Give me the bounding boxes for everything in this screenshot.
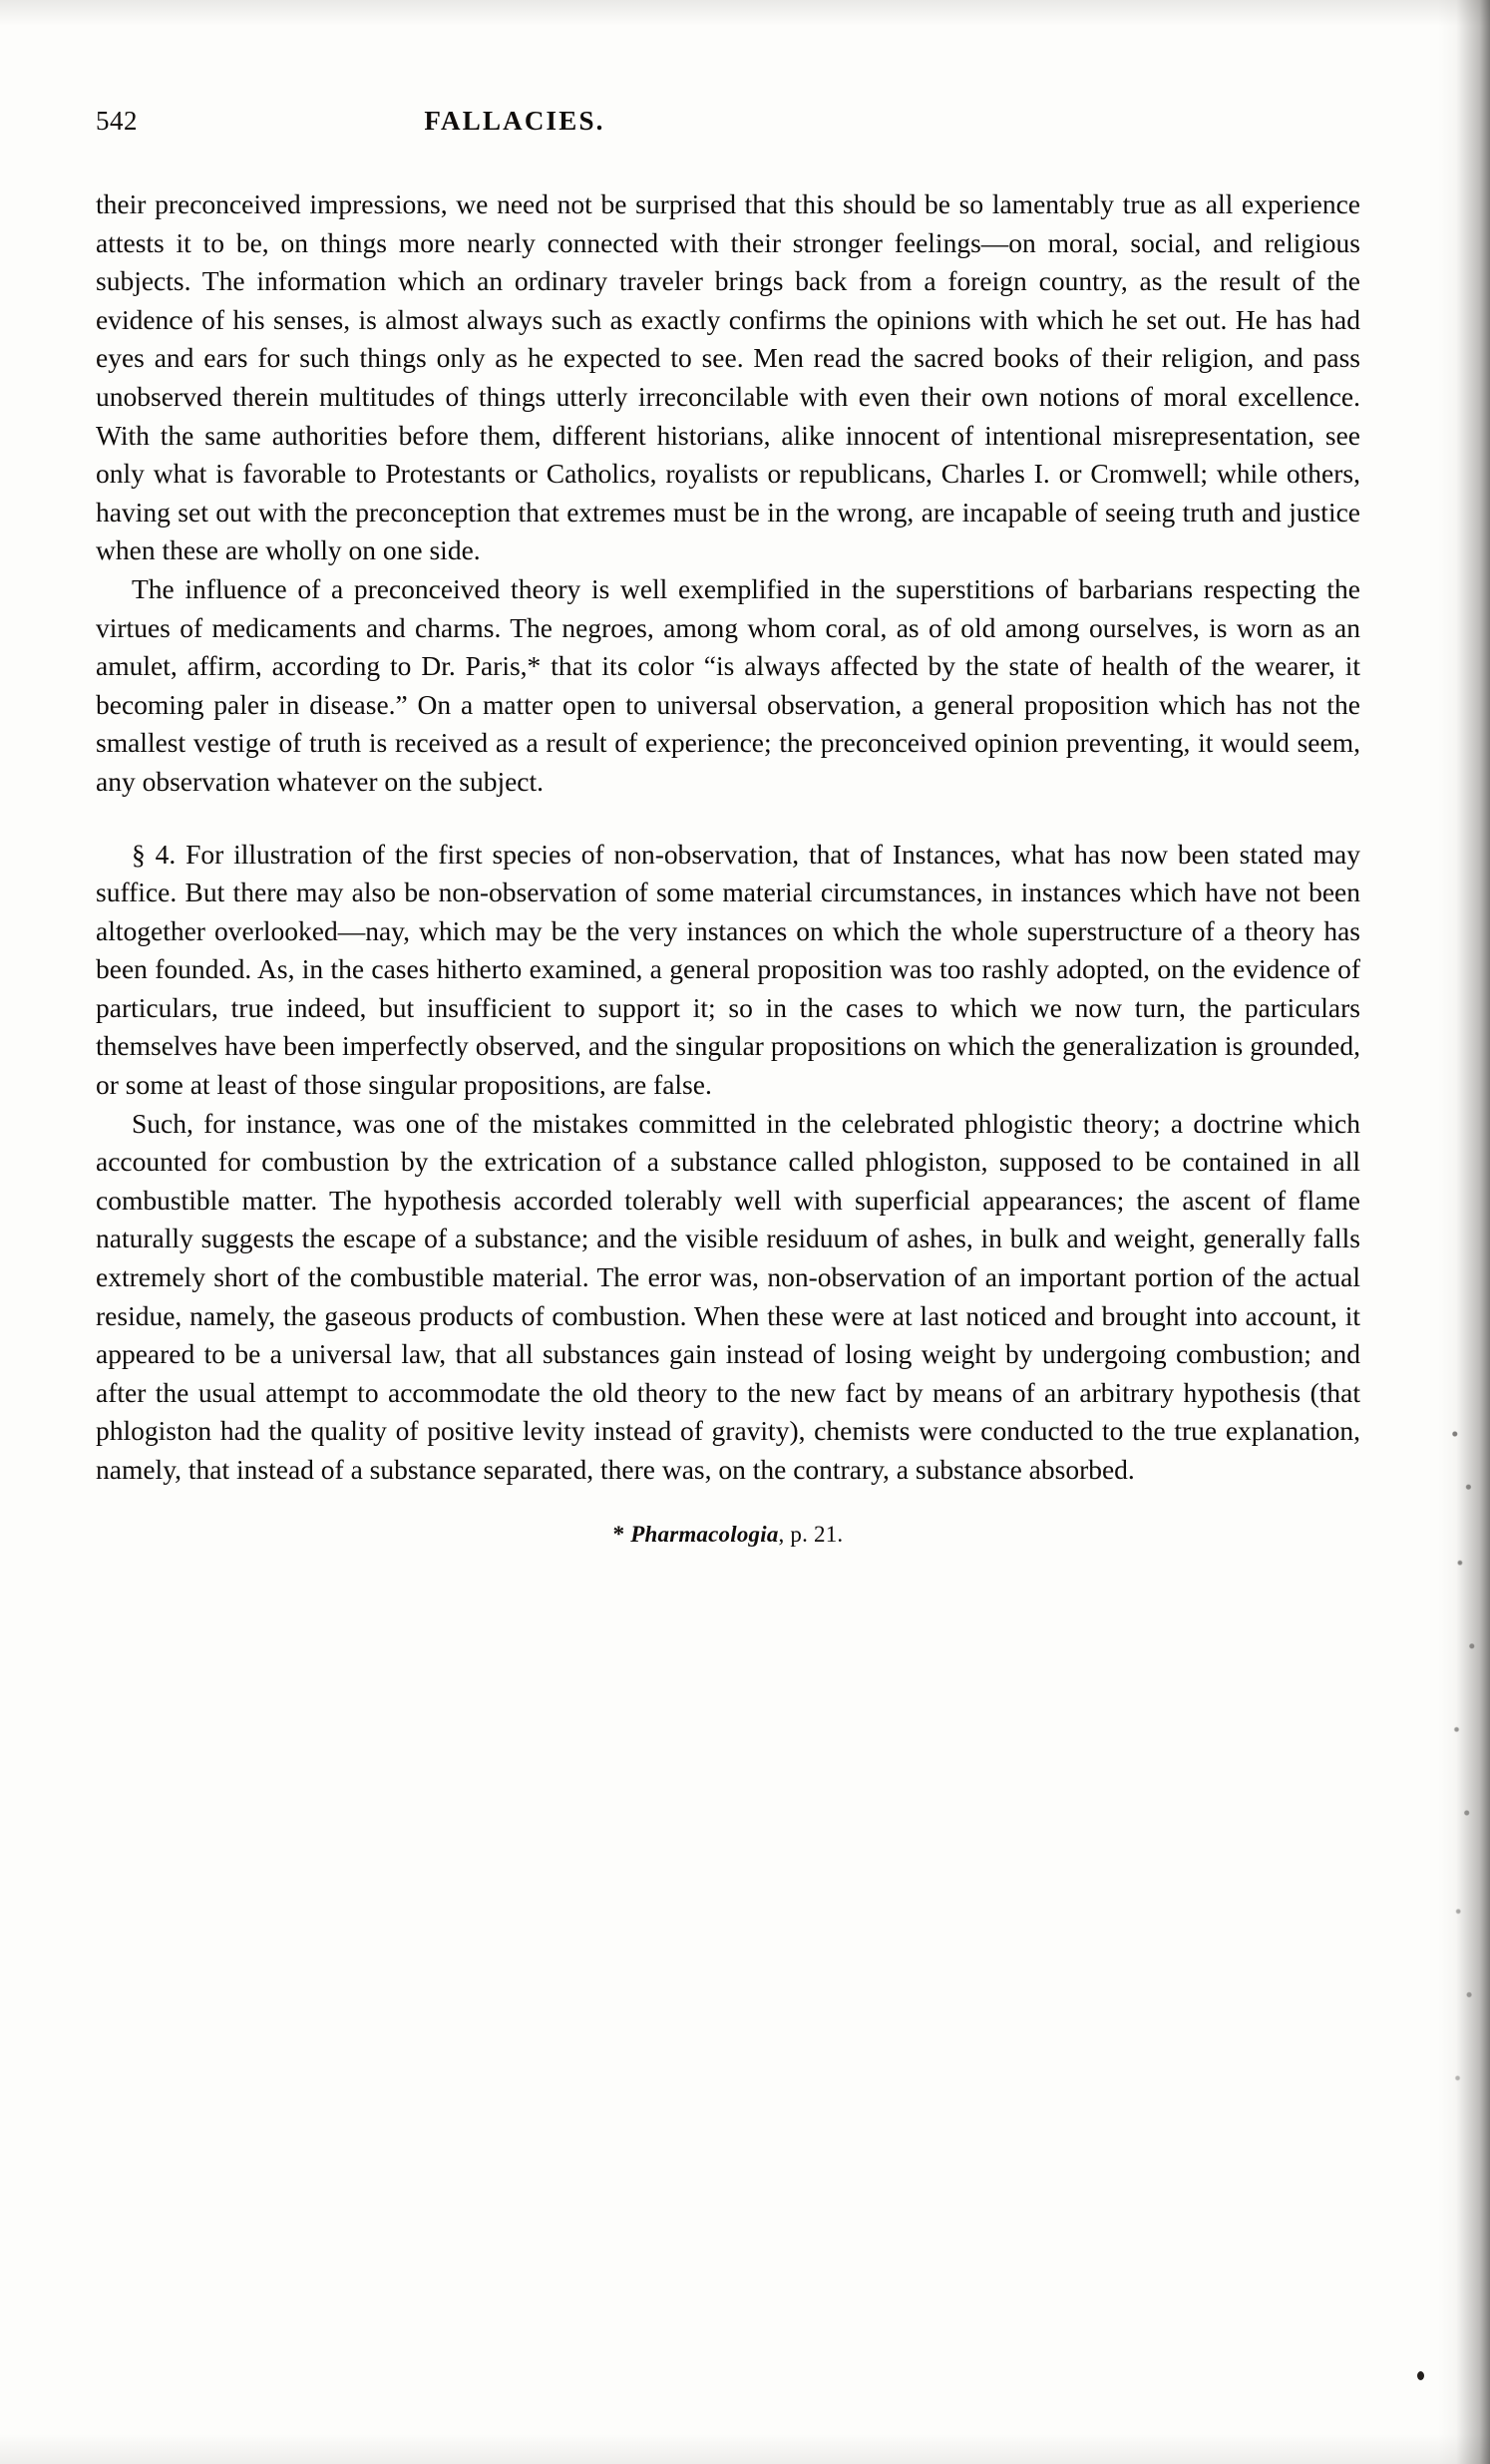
running-head [96, 106, 1360, 179]
paragraph: Such, for instance, was one of the mistakes committed in the celebrated phlogistic theory; a doctrine which accounted for combustion by the extrication of a substance called phlogiston, supposed to be contained in all combustible matter. The hypothesis accorded tolerably well with superficial appearances; the ascent of flame naturally suggests the escape of a substance; and the visible residuum of ashes, in bulk and weight, generally falls extremely short of the combustible material. The error was, non-observation of an important portion of the actual residue, namely, the gaseous products of combustion. When these were at last noticed and brought into account, it appeared to be a universal law, that all substances gain instead of losing weight by undergoing combustion; and after the usual attempt to accommodate the old theory to the new fact by means of an arbitrary hypothesis (that phlogiston had the quality of positive levity instead of gravity), chemists were conducted to the true explanation, namely, that instead of a substance separated, there was, on the contrary, a substance absorbed. [96, 1107, 1360, 1485]
footnote-marker: * [612, 1521, 625, 1547]
paragraph: The influence of a preconceived theory is well exemplified in the superstitions of barbarians respecting the virtues of medicaments and charms. The negroes, among whom coral, as of old among ourselves, is worn as an amulet, affirm, according to Dr. Paris,* that its color “is always affected by the state of health of the wearer, it becoming paler in disease.” On a matter open to universal observation, a general proposition which has not the smallest vestige of truth is received as a result of experience; the preconceived opinion preventing, it would seem, any observation whatever on the subject. [96, 572, 1360, 797]
paragraph: their preconceived impressions, we need not be surprised that this should be so lamentably true as all experience attests it to be, on things more nearly connected with their stronger feelings—on moral, social, and religious subjects. The information which an ordinary traveler brings back from a foreign country, as the result of the evidence of his senses, is almost always such as exactly confirms the opinions with which he set out. He has had eyes and ears for such things only as he expected to see. Men read the sacred books of their religion, and pass unobserved therein multitudes of things utterly irreconcilable with even their own notions of moral excellence. With the same authorities before them, different historians, alike innocent of intentional misrepresentation, see only what is favorable to Protestants or Catholics, royalists or republicans, Charles I. or Cromwell; while others, having set out with the preconception that extremes must be in the wrong, are incapable of seeing truth and justice when these are wholly on one side. [96, 188, 1360, 566]
scan-dot-artifact [1417, 2371, 1424, 2380]
running-head-title: FALLACIES. [424, 106, 605, 136]
footnote-spacer [96, 1490, 1360, 1504]
scan-edge-bottom [0, 2434, 1490, 2464]
footnote-title: Pharmacologia [630, 1521, 779, 1547]
page-number: 542 [96, 106, 138, 136]
scan-speckle-artifact [1448, 1396, 1482, 2154]
footnote-reference: , p. 21. [778, 1521, 844, 1547]
body-text [96, 185, 1360, 1490]
scan-edge-right [1438, 0, 1490, 2464]
paragraph: § 4. For illustration of the first species of non-observation, that of Instances, what has now been stated may suffice. But there may also be non-observation of some material circumstances, in instances which have not been altogether overlooked—nay, which may be the very instances on which the whole superstructure of a theory has been founded. As, in the cases hitherto examined, a general proposition was too rashly adopted, on the evidence of particulars, true indeed, but insufficient to support it; so in the cases to which we now turn, the particulars themselves have been imperfectly observed, and the singular propositions on which the generalization is grounded, or some at least of those singular propositions, are false. [96, 838, 1360, 1101]
footnote [96, 1522, 1360, 1548]
page-content [96, 0, 1360, 1548]
